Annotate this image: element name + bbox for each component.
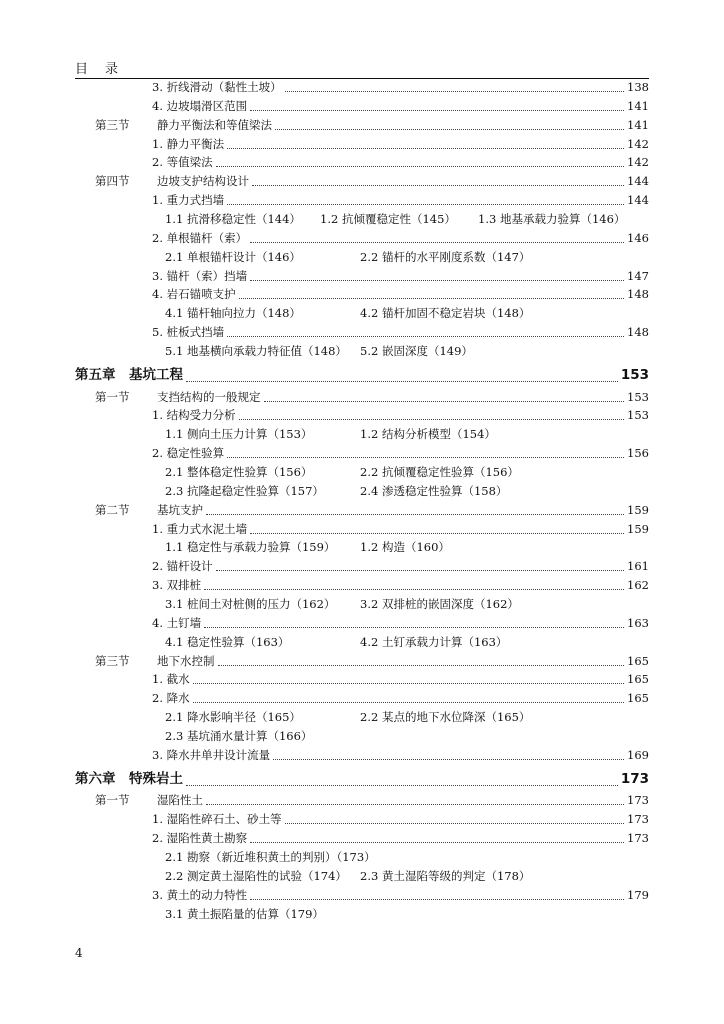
page-ref: 148 xyxy=(627,287,649,302)
dot-leader xyxy=(239,297,624,299)
section-number: 第四节 xyxy=(95,174,130,189)
item-title: 3. 黄土的动力特性 xyxy=(152,887,248,902)
toc-item-row[interactable] xyxy=(152,557,649,575)
page-ref: 144 xyxy=(627,174,649,189)
dot-leader xyxy=(273,758,624,760)
section-number: 第二节 xyxy=(95,502,130,517)
sub-item[interactable]: 2.1 降水影响半径（165） xyxy=(165,710,301,725)
page-ref: 148 xyxy=(627,325,649,340)
dot-leader xyxy=(204,588,624,590)
page-ref: 173 xyxy=(620,770,649,787)
sub-item[interactable]: 2.1 整体稳定性验算（156） xyxy=(165,465,313,479)
page-ref: 141 xyxy=(627,117,649,132)
dot-leader xyxy=(239,418,624,420)
dot-leader xyxy=(250,109,624,111)
page-ref: 153 xyxy=(627,408,649,423)
toc-item-row[interactable] xyxy=(152,576,649,594)
chapter-row[interactable] xyxy=(75,364,649,386)
dot-leader xyxy=(250,532,624,534)
page-ref: 144 xyxy=(627,193,649,208)
dot-leader xyxy=(250,841,624,843)
sub-item[interactable]: 2.4 渗透稳定性验算（158） xyxy=(360,483,508,498)
page-ref: 161 xyxy=(627,559,649,574)
item-title: 1. 重力式挡墙 xyxy=(152,193,225,208)
page-ref: 165 xyxy=(627,653,649,668)
toc-item-row[interactable] xyxy=(152,97,649,115)
sub-item[interactable]: 1.1 侧向土压力计算（153） xyxy=(165,427,313,442)
toc-item-row[interactable] xyxy=(152,406,649,424)
section-title: 支挡结构的一般规定 xyxy=(157,389,261,404)
item-title: 2. 单根锚杆（索） xyxy=(152,230,248,245)
sub-item[interactable]: 2.1 单根锚杆设计（146） xyxy=(165,249,301,264)
sub-item[interactable]: 1.1 抗滑移稳定性（144） xyxy=(165,211,301,226)
toc-item-row[interactable] xyxy=(152,191,649,209)
page-ref: 146 xyxy=(627,230,649,245)
dot-leader xyxy=(227,335,624,337)
dot-leader xyxy=(285,822,624,824)
item-title: 1. 湿陷性碎石土、砂土等 xyxy=(152,812,282,827)
page-ref: 142 xyxy=(627,136,649,151)
page-ref: 147 xyxy=(627,268,649,283)
item-title: 2. 稳定性验算 xyxy=(152,446,225,461)
toc-item-row[interactable] xyxy=(152,829,649,847)
page-ref: 141 xyxy=(627,98,649,113)
item-title: 2. 湿陷性黄土勘察 xyxy=(152,831,248,846)
item-title: 1. 结构受力分析 xyxy=(152,408,236,423)
dot-leader xyxy=(252,184,624,186)
sub-item[interactable]: 2.3 抗隆起稳定性验算（157） xyxy=(165,483,324,498)
item-title: 2. 降水 xyxy=(152,691,190,706)
dot-leader xyxy=(218,664,625,666)
page-ref: 169 xyxy=(627,747,649,762)
sub-item[interactable]: 1.2 结构分析模型（154） xyxy=(360,427,496,442)
sub-item[interactable]: 1.2 抗倾覆稳定性（145） xyxy=(320,211,456,226)
page-ref: 173 xyxy=(627,793,649,808)
sub-item[interactable]: 4.2 锚杆加固不稳定岩块（148） xyxy=(360,306,531,321)
sub-item[interactable]: 3.1 黄土振陷量的估算（179） xyxy=(165,906,324,921)
item-title: 1. 重力式水泥土墙 xyxy=(152,521,248,536)
dot-leader xyxy=(206,803,624,805)
page-ref: 138 xyxy=(627,80,649,94)
dot-leader xyxy=(275,128,624,130)
dot-leader xyxy=(227,456,624,458)
section-row[interactable] xyxy=(95,501,649,519)
page-ref: 163 xyxy=(627,615,649,630)
chapter-row[interactable] xyxy=(75,768,649,790)
section-number: 第一节 xyxy=(95,793,130,808)
dot-leader xyxy=(250,279,624,281)
page-number: 4 xyxy=(75,946,83,960)
toc-item-row[interactable] xyxy=(152,520,649,538)
toc-item-row[interactable] xyxy=(152,135,649,153)
dot-leader xyxy=(250,241,624,243)
dot-leader xyxy=(193,701,624,703)
dot-leader xyxy=(227,147,624,149)
dot-leader xyxy=(227,203,624,205)
sub-item[interactable]: 2.3 基坑涌水量计算（166） xyxy=(165,728,313,743)
sub-item[interactable]: 2.1 勘察（新近堆积黄土的判别）（173） xyxy=(165,850,376,864)
item-title: 1. 静力平衡法 xyxy=(152,136,225,151)
item-title: 4. 边坡塌滑区范围 xyxy=(152,98,248,113)
page-ref: 179 xyxy=(627,887,649,902)
dot-leader xyxy=(186,380,618,382)
section-title: 静力平衡法和等值梁法 xyxy=(157,117,272,132)
page-ref: 142 xyxy=(627,155,649,170)
toc-item-row[interactable] xyxy=(152,444,649,462)
item-title: 2. 等值梁法 xyxy=(152,155,213,170)
page-ref: 173 xyxy=(627,831,649,846)
dot-leader xyxy=(216,165,624,167)
sub-item[interactable]: 4.1 稳定性验算（163） xyxy=(165,634,290,649)
item-title: 3. 降水井单井设计流量 xyxy=(152,747,271,762)
sub-item[interactable]: 2.2 锚杆的水平刚度系数（147） xyxy=(360,249,531,264)
page-ref: 165 xyxy=(627,672,649,687)
sub-item[interactable]: 2.2 测定黄土湿陷性的试验（174） xyxy=(165,868,347,883)
sub-item[interactable]: 1.1 稳定性与承载力验算（159） xyxy=(165,540,336,555)
chapter-title: 第六章 特殊岩土 xyxy=(75,770,183,787)
page-ref: 153 xyxy=(620,366,649,383)
chapter-title: 第五章 基坑工程 xyxy=(75,366,183,383)
toc-header: 目 录 xyxy=(75,58,649,79)
item-title: 4. 岩石锚喷支护 xyxy=(152,287,236,302)
toc-item-row[interactable] xyxy=(152,670,649,688)
section-row[interactable] xyxy=(95,791,649,809)
dot-leader xyxy=(186,784,618,786)
toc-item-row[interactable] xyxy=(152,886,649,904)
toc-item-row[interactable] xyxy=(152,153,649,171)
section-row[interactable] xyxy=(95,116,649,134)
sub-item[interactable]: 4.2 土钉承载力计算（163） xyxy=(360,634,508,649)
page-ref: 156 xyxy=(627,446,649,461)
section-row[interactable] xyxy=(95,652,649,670)
item-title: 3. 双排桩 xyxy=(152,578,202,593)
toc-item-row[interactable] xyxy=(152,229,649,247)
sub-item[interactable]: 2.2 某点的地下水位降深（165） xyxy=(360,710,531,725)
dot-leader xyxy=(193,682,624,684)
page-ref: 165 xyxy=(627,691,649,706)
toc-item-row[interactable] xyxy=(152,267,649,285)
toc-item-row[interactable] xyxy=(152,285,649,303)
toc-item-row[interactable] xyxy=(152,810,649,828)
page-ref: 153 xyxy=(627,389,649,404)
section-row[interactable] xyxy=(95,388,649,406)
dot-leader xyxy=(204,626,624,628)
sub-item[interactable]: 5.2 嵌固深度（149） xyxy=(360,343,473,358)
sub-item[interactable]: 1.2 构造（160） xyxy=(360,540,450,555)
toc-item-row[interactable] xyxy=(152,78,649,96)
item-title: 5. 桩板式挡墙 xyxy=(152,325,225,340)
toc-item-row[interactable] xyxy=(152,614,649,632)
section-number: 第三节 xyxy=(95,653,130,668)
sub-item[interactable]: 1.3 地基承载力验算（146） xyxy=(478,211,626,226)
section-title: 地下水控制 xyxy=(157,653,215,668)
page-ref: 173 xyxy=(627,812,649,827)
item-title: 4. 土钉墙 xyxy=(152,615,202,630)
dot-leader xyxy=(216,569,624,571)
sub-item[interactable]: 4.1 锚杆轴向拉力（148） xyxy=(165,306,301,321)
toc-item-row[interactable] xyxy=(152,689,649,707)
section-number: 第一节 xyxy=(95,389,130,404)
toc-item-row[interactable] xyxy=(152,746,649,764)
section-row[interactable] xyxy=(95,172,649,190)
section-title: 湿陷性土 xyxy=(157,793,203,808)
section-title: 边坡支护结构设计 xyxy=(157,174,249,189)
section-title: 基坑支护 xyxy=(157,502,203,517)
toc-item-row[interactable] xyxy=(152,323,649,341)
sub-item[interactable]: 3.1 桩间土对桩侧的压力（162） xyxy=(165,596,336,611)
dot-leader xyxy=(250,898,624,900)
sub-item[interactable]: 2.2 抗倾覆稳定性验算（156） xyxy=(360,465,519,479)
sub-item[interactable]: 3.2 双排桩的嵌固深度（162） xyxy=(360,596,519,611)
item-title: 2. 锚杆设计 xyxy=(152,559,213,574)
item-title: 3. 折线滑动（黏性土坡） xyxy=(152,80,282,94)
page-ref: 159 xyxy=(627,502,649,517)
item-title: 1. 截水 xyxy=(152,672,190,687)
dot-leader xyxy=(264,400,625,402)
sub-item[interactable]: 5.1 地基横向承载力特征值（148） xyxy=(165,343,347,358)
page-ref: 162 xyxy=(627,578,649,593)
item-title: 3. 锚杆（索）挡墙 xyxy=(152,268,248,283)
dot-leader xyxy=(285,90,624,92)
sub-item[interactable]: 2.3 黄土湿陷等级的判定（178） xyxy=(360,868,531,883)
dot-leader xyxy=(206,513,624,515)
section-number: 第三节 xyxy=(95,117,130,132)
page-ref: 159 xyxy=(627,521,649,536)
